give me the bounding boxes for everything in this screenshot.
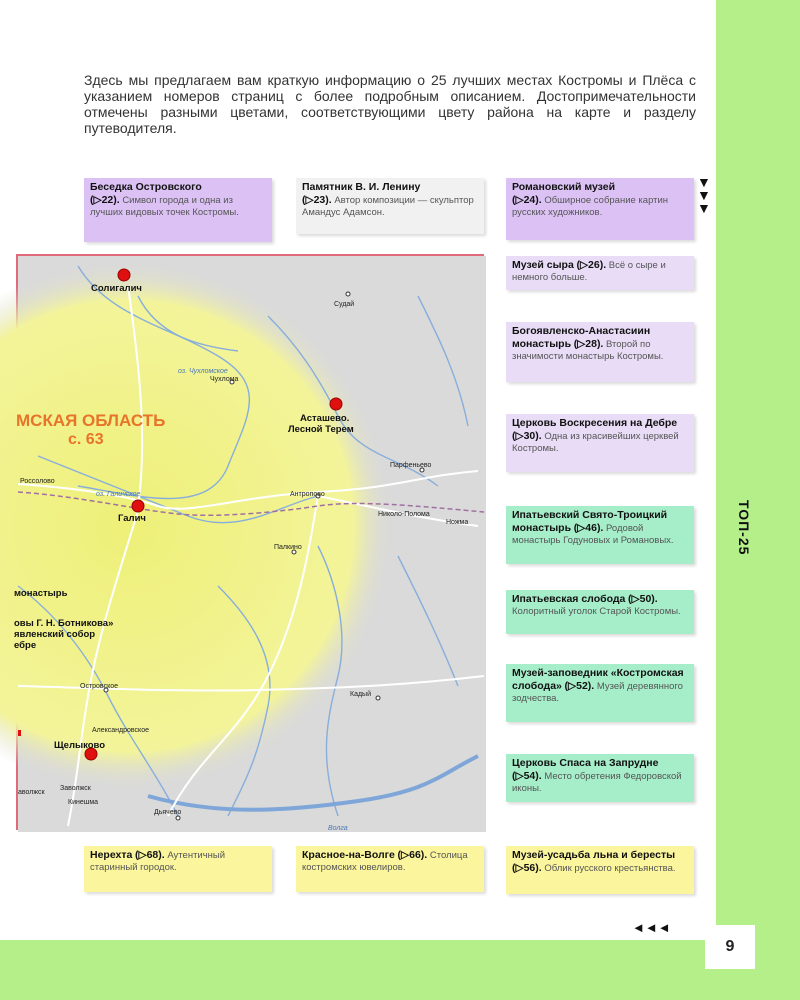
down-arrows-icon[interactable]: ▼ ▼ ▼ [697, 174, 711, 216]
card-ipatiev-sloboda[interactable]: Ипатьевская слобода (▷50). Колоритный уголок Старой Костромы. [506, 590, 694, 634]
card-bogoyavlensky[interactable]: Богоявленско-Анастасиин монастырь (▷28). Второй по значимости монастырь Костромы. [506, 322, 694, 382]
city-astashevo: Асташево. [300, 413, 350, 424]
place-nozhma: Ножма [446, 519, 469, 526]
card-cheese-museum[interactable]: Музей сыра (▷26). Всё о сыре и немного больше. [506, 256, 694, 290]
bottom-band [0, 940, 800, 1000]
city-marker-astashevo [330, 398, 342, 410]
side-label-monastery: монастырь [14, 588, 68, 599]
city-galich: Галич [118, 513, 146, 524]
side-label-debre: ебре [14, 640, 37, 651]
card-lenin[interactable]: Памятник В. И. Ленину (▷23). Автор композиции — скульптор Амандус Адамсон. [296, 178, 484, 234]
region-page: с. 63 [68, 431, 104, 448]
intro-text: Здесь мы предлагаем вам краткую информацию о 25 лучших местах Костромы и Плёса с указанием номеров страниц с более подробным описанием. Достопримечательности отмечены разными цветами, соответствующими цвету района на карте и разделу путеводителя. [84, 72, 696, 136]
place-privolzhsk: аволжск [18, 789, 45, 796]
side-label-botnikov: овы Г. Н. Ботникова» [14, 618, 114, 629]
card-ipatiev-monastery[interactable]: Ипатьевский Свято-Троицкий монастырь (▷46). Родовой монастырь Годуновых и Романовых. [506, 506, 694, 564]
card-krasnoe[interactable]: Красное-на-Волге (▷66). Столица костромских ювелиров. [296, 846, 484, 892]
page-number: 9 [705, 925, 755, 969]
city-soligalich: Солигалич [91, 283, 142, 294]
map-canvas [14, 256, 486, 832]
place-kineshma: Кинешма [68, 799, 99, 806]
place-rossolovo: Россолово [20, 478, 55, 485]
sidebar-label: ТОП-25 [736, 500, 752, 556]
place-volga: Волга [328, 825, 348, 832]
card-kostroma-sloboda[interactable]: Музей-заповедник «Костромская слобода» (▷52). Музей деревянного зодчества. [506, 664, 694, 722]
edge-marker [18, 730, 21, 736]
card-resurrection-church[interactable]: Церковь Воскресения на Дебре (▷30). Одна из красивейших церквей Костромы. [506, 414, 694, 472]
place-zavolzhsk: Заволжск [60, 785, 91, 792]
place-chukhloma: Чухлома [210, 376, 239, 383]
region-map[interactable] [16, 254, 484, 830]
place-parfenyevo: Парфеньево [390, 462, 432, 469]
city-marker-soligalich [118, 269, 130, 281]
city-lesnoy-terem: Лесной Терем [288, 424, 354, 435]
card-romanov-museum[interactable]: Романовский музей (▷24). Обширное собрание картин русских художников. [506, 178, 694, 240]
place-antropovo: Антропово [290, 491, 325, 498]
place-nikolo-poloma: Николо-Полома [378, 511, 430, 518]
back-arrows-icon[interactable]: ◄◄◄ [632, 920, 671, 935]
card-flax-museum[interactable]: Музей-усадьба льна и бересты (▷56). Облик русского крестьянства. [506, 846, 694, 894]
city-shchelykovo: Щелыково [54, 740, 106, 751]
region-label: МСКАЯ ОБЛАСТЬ [16, 411, 166, 430]
card-besedka[interactable]: Беседка Островского (▷22). Символ города и одна из лучших видовых точек Костромы. [84, 178, 272, 242]
place-kady: Кадый [350, 691, 371, 698]
place-dyachevo: Дьячево [154, 809, 182, 816]
card-nerekhta[interactable]: Нерехта (▷68). Аутентичный старинный городок. [84, 846, 272, 892]
card-spas-church[interactable]: Церковь Спаса на Запрудне (▷54). Место обретения Федоровской иконы. [506, 754, 694, 802]
place-aleksandrovskoe: Александровское [92, 727, 149, 734]
place-lake-galich: оз. Галичское [96, 491, 141, 498]
city-marker-galich [132, 500, 144, 512]
place-sudai: Судай [334, 301, 355, 308]
place-palkino: Палкино [274, 544, 302, 551]
side-label-cathedral: явленский собор [14, 629, 96, 640]
place-lake-chukhloma: оз. Чухломское [178, 368, 228, 375]
place-ostrovskoe: Островское [80, 683, 119, 690]
